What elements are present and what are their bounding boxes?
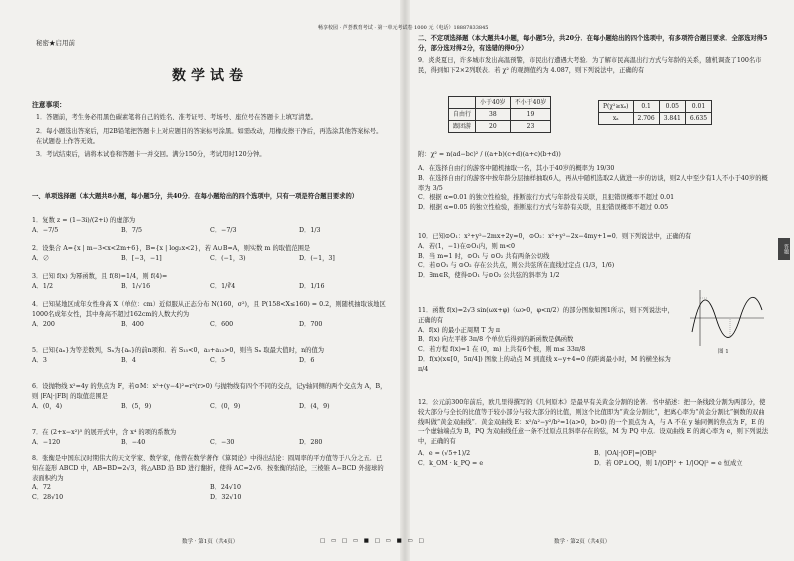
options (32, 226, 388, 236)
table-cell: 自由行 (449, 109, 476, 121)
section-1-heading: 一、单项选择题（本大题共8小题，每小题5分，共40分．在每小题给出的四个选项中，只有一项是符合题目要求的） (32, 193, 359, 200)
option-b: B．在选择自由行的游客中按年龄分层抽样抽取6人，再从中随机选取2人做进一步的访谈，则2人中至少有1人不小于40岁的概率为 3/5 (418, 174, 768, 192)
notice-item: 2．每小题选出答案后，用2B铅笔把答题卡上对应题目的答案标号涂黑。如需改动，用橡皮擦干净后，再选涂其他答案标号。在试题卷上作答无效。 (36, 127, 383, 145)
table-cell: xₐ (599, 113, 634, 125)
question-text: 6．设抛物线 x²=4y 的焦点为 F，若⊙M：x²+(y−4)²=r²(r>0) 与抛物线有四个不同的交点，记y轴同侧的两个交点为 A，B，则 |FA|·|FB| 的取值范围是 (32, 383, 387, 400)
option-b: B．1/√16 (121, 282, 151, 290)
option-a: A．(0，4) (32, 402, 63, 410)
option-d: D．280 (299, 438, 323, 446)
option-a: A．−120 (32, 438, 61, 446)
options (32, 402, 388, 412)
options (32, 356, 388, 366)
table-cell: 20 (476, 121, 511, 133)
header-right: 畅享校园 · 芦荟教育考试 · 第一单元考试卷 1000 元（电话）18887833845 (318, 25, 489, 31)
footer-right: 数学 · 第2页（共4页） (554, 539, 611, 545)
option-c: C．5 (210, 356, 226, 364)
question-text: 11．函数 f(x)=2√3 sin(ωx+φ)（ω>0，φ<π/2）的部分图象如图1所示，则下列说法中，正确的有 (418, 307, 674, 324)
option-c: C．(−1，3) (210, 254, 246, 262)
option-a: A．−7/5 (32, 226, 59, 234)
option-a: A．1/2 (32, 282, 53, 290)
question-2 (32, 244, 388, 264)
table-cell: 0.1 (633, 101, 659, 113)
question-text: 4．已知某地区成年女性身高 X（单位：cm）近似服从正态分布 N(160，σ²)，且 P(158<X≤160) = 0.2，则随机抽取该地区1000名成年女性，其中身高不超过162cm的人数大约为 (32, 301, 386, 318)
option-b: B．f(x) 向左平移 3π/8 个单位后得到的新函数是偶函数 (418, 336, 574, 344)
question-text: 7．在 (2+x−x²)⁵ 的展开式中，含 x⁴ 的项的系数为 (32, 429, 177, 436)
options (32, 282, 388, 292)
options (418, 449, 770, 469)
option-a: A．72 (32, 484, 51, 492)
option-b: B．[−3，−1] (121, 254, 162, 262)
option-c: C．k_OM · k_PQ = e (418, 459, 484, 467)
question-11 (418, 306, 680, 374)
critical-value-table (598, 100, 712, 125)
side-tab: 答题 (778, 238, 790, 260)
option-b: B．24√10 (210, 484, 241, 492)
question-text: 10．已知⊙O₁：x²+y²−2mx+2y=0，⊙O₂：x²+y²−2x−4my+1=0．则下列说法中，正确的有 (418, 233, 692, 240)
table-cell: 2.706 (633, 113, 659, 125)
option-c: C．28√10 (32, 494, 64, 501)
question-5 (32, 346, 388, 366)
table-cell: 3.841 (659, 113, 685, 125)
option-b: B．(5，9) (121, 402, 152, 410)
question-text: 3．已知 f(x) 为幂函数，且 f(8)=1/4，则 f(4)= (32, 273, 168, 280)
section-2-heading: 二、不定项选择题（本大题共4小题，每小题5分，共20分．在每小题给出的四个选项中，有多项符合题目要求．全部选对得5分，部分选对得2分，有选错的得0分） (418, 35, 768, 52)
option-d: D．700 (299, 320, 323, 328)
question-9-options (418, 164, 770, 213)
question-text: 8．张衡是中国东汉时期伟大的天文学家、数学家，他曾在数学著作《算罔论》中得出结论：圆周率的平方值等于八分之五．已知在菱形 ABCD 中，AB=BD=2√3，将△ABD 沿 BD 进行翻折，使得 AC=2√6．按张衡的结论，三棱锥 A−BCD 外接球的表面积约为 (32, 455, 384, 482)
question-10 (418, 232, 770, 281)
question-8 (32, 454, 388, 503)
table-row (599, 101, 712, 113)
question-7 (32, 428, 388, 448)
table-cell: 0.01 (685, 101, 711, 113)
notice-list (36, 113, 386, 164)
option-c: C．600 (210, 320, 234, 328)
option-d: D．6 (299, 356, 315, 364)
question-text: 2．设集合 A={x | m−3<x<2m+6}，B={x | log₂x<2}，若 A∪B=A，则实数 m 的取值范围是 (32, 245, 311, 252)
option-a: A．若(1，−1)在⊙O₁内，则 m<0 (418, 242, 516, 250)
secret-label: 秘密★启用前 (36, 39, 75, 47)
table-cell: 小于40岁 (476, 97, 511, 109)
option-c: C．−30 (210, 438, 235, 446)
page-fold (400, 0, 410, 561)
question-3 (32, 272, 388, 292)
contingency-table (448, 96, 551, 133)
option-d: D．(4，9) (299, 402, 330, 410)
table-row (449, 109, 551, 121)
option-a: A．200 (32, 320, 55, 328)
sine-graph-figure (686, 288, 766, 350)
options (32, 483, 388, 503)
option-a: A．∅ (32, 254, 50, 262)
option-a: A．e = (√5+1)/2 (418, 449, 471, 457)
option-c: C．−7/3 (210, 226, 237, 234)
table-cell: 19 (510, 109, 551, 121)
option-a: A．f(x) 的最小正周期 T 为 π (418, 326, 501, 334)
question-6 (32, 382, 388, 411)
page-title: 数学试卷 (172, 68, 248, 84)
option-d: D．1/16 (299, 282, 325, 290)
left-page (32, 0, 388, 561)
option-b: B．400 (121, 320, 144, 328)
option-d: D．若 OP⊥OQ，则 1/|OP|² + 1/|OQ|² = e 恒成立 (594, 459, 743, 467)
options (32, 320, 388, 330)
formula: 附：χ² = n(ad−bc)² / ((a+b)(c+d)(a+c)(b+d)) (418, 151, 561, 158)
option-c: C．根据 α=0.01 的独立性检验，推断旅行方式与年龄没有关联，且犯错误概率不超过 0.01 (418, 194, 675, 202)
right-page (418, 0, 770, 561)
table-cell: 跟团游 (449, 121, 476, 133)
option-d: D．1/3 (299, 226, 321, 234)
question-12 (418, 398, 770, 468)
option-c: C．若⊙O₁ 与 ⊙O₂ 存在公共点，则公共弦所在直线过定点 (1/3，1/6) (418, 262, 615, 270)
table-cell: P(χ²≥xₐ) (599, 101, 634, 113)
option-c: C．(0，9) (210, 402, 241, 410)
question-text: 12．公元前300年前后，欧几里得撰写的《几何原本》是最早有关黄金分割的论著．书中描述：把一条线段分割为两部分，使较大部分与全长的比值等于较小部分与较大部分的比值，则这个比值即为“黄金分割比”，把离心率为“黄金分割比”倒数的双曲线叫做“黄金双曲线”．黄金双曲线 E：x²/a²−y²/b²=1(a>0，b>0) 的一个顶点为 A，与 A 不在 y 轴同侧的焦点为 F，E 的一个虚轴端点为 B，PQ 为双曲线任意一条不过原点且斜率存在的弦，M 为 PQ 中点．设双曲线 E 的离心率为 e，则下列说法中，正确的有 (418, 399, 769, 445)
option-b: B．−40 (121, 438, 146, 446)
option-b: B．7/5 (121, 226, 143, 234)
table-cell (449, 97, 476, 109)
question-1 (32, 216, 388, 236)
table-header-row (449, 97, 551, 109)
sine-curve (692, 297, 762, 337)
table-cell: 38 (476, 109, 511, 121)
figure-label: 图 1 (718, 349, 729, 355)
table-cell: 6.635 (685, 113, 711, 125)
notice-heading: 注意事项： (32, 101, 66, 109)
option-a: A．在选择自由行的游客中随机抽取一名，其小于40岁的概率为 19/30 (418, 165, 615, 172)
question-text: 5．已知{aₙ}为等差数列，Sₙ为{aₙ}的前n项和．若 S₁₅<0，a₃+a₁₃>0，则当 Sₙ 取最大值时，n的值为 (32, 347, 325, 354)
option-d: D．∃m∈R，使得⊙O₁ 与⊙O₂ 公共弦的斜率为 1/2 (418, 272, 560, 279)
center-marks: □ ▭ □ ▭ ■ □ ▭ ■ ▭ □ (320, 538, 426, 544)
option-d: D．根据 α=0.05 的独立性检验，推断旅行方式与年龄有关联，且犯错误概率不超过 0.05 (418, 204, 669, 211)
option-d: D．(−1，3] (299, 254, 335, 262)
option-c: C．1/∛4 (210, 282, 236, 290)
question-9-stem: 9．炎炎夏日，许多城市发出高温预警，市民出行遭遇大考验．为了解市民高温出行方式与年龄的关系，随机调查了100名市民，得到如下2×2列联表．若 χ² 的观测值约为 4.087，则下列说法中，正确的有 (418, 57, 762, 74)
options (32, 438, 388, 448)
table-cell: 不小于40岁 (510, 97, 551, 109)
notice-item: 1．答题前，考生务必用黑色碳素笔将自己的姓名、准考证号、考场号、座位号在答题卡上填写清楚。 (36, 114, 318, 121)
option-b: B．4 (121, 356, 136, 364)
table-cell: 23 (510, 121, 551, 133)
question-text: 1．复数 z = (1−3i)/(2+i) 的虚部为 (32, 217, 136, 224)
options (32, 254, 388, 264)
question-4 (32, 300, 388, 329)
option-d: D．f(x)(x∈[0，5π/4]) 图象上的动点 M 到直线 x−y+4=0 的距离最小时，M 的横坐标为 π/4 (418, 355, 671, 373)
notice-item: 3．考试结束后，请将本试卷和答题卡一并交回。满分150分，考试用时120分钟。 (36, 151, 266, 159)
table-row (599, 113, 712, 125)
footer-left: 数学 · 第1页（共4页） (182, 539, 239, 545)
table-cell: 0.05 (659, 101, 685, 113)
option-c: C．若方程 f(x)=1 在 (0，m) 上共有6个根，则 m≤ 33π/8 (418, 346, 586, 353)
option-d: D．32√10 (210, 494, 242, 501)
option-b: B．|OA|·|OF|=|OB|² (594, 449, 657, 457)
option-a: A．3 (32, 356, 47, 364)
option-b: B．当 m=1 时，⊙O₁ 与 ⊙O₂ 共有两条公切线 (418, 252, 550, 260)
table-row (449, 121, 551, 133)
